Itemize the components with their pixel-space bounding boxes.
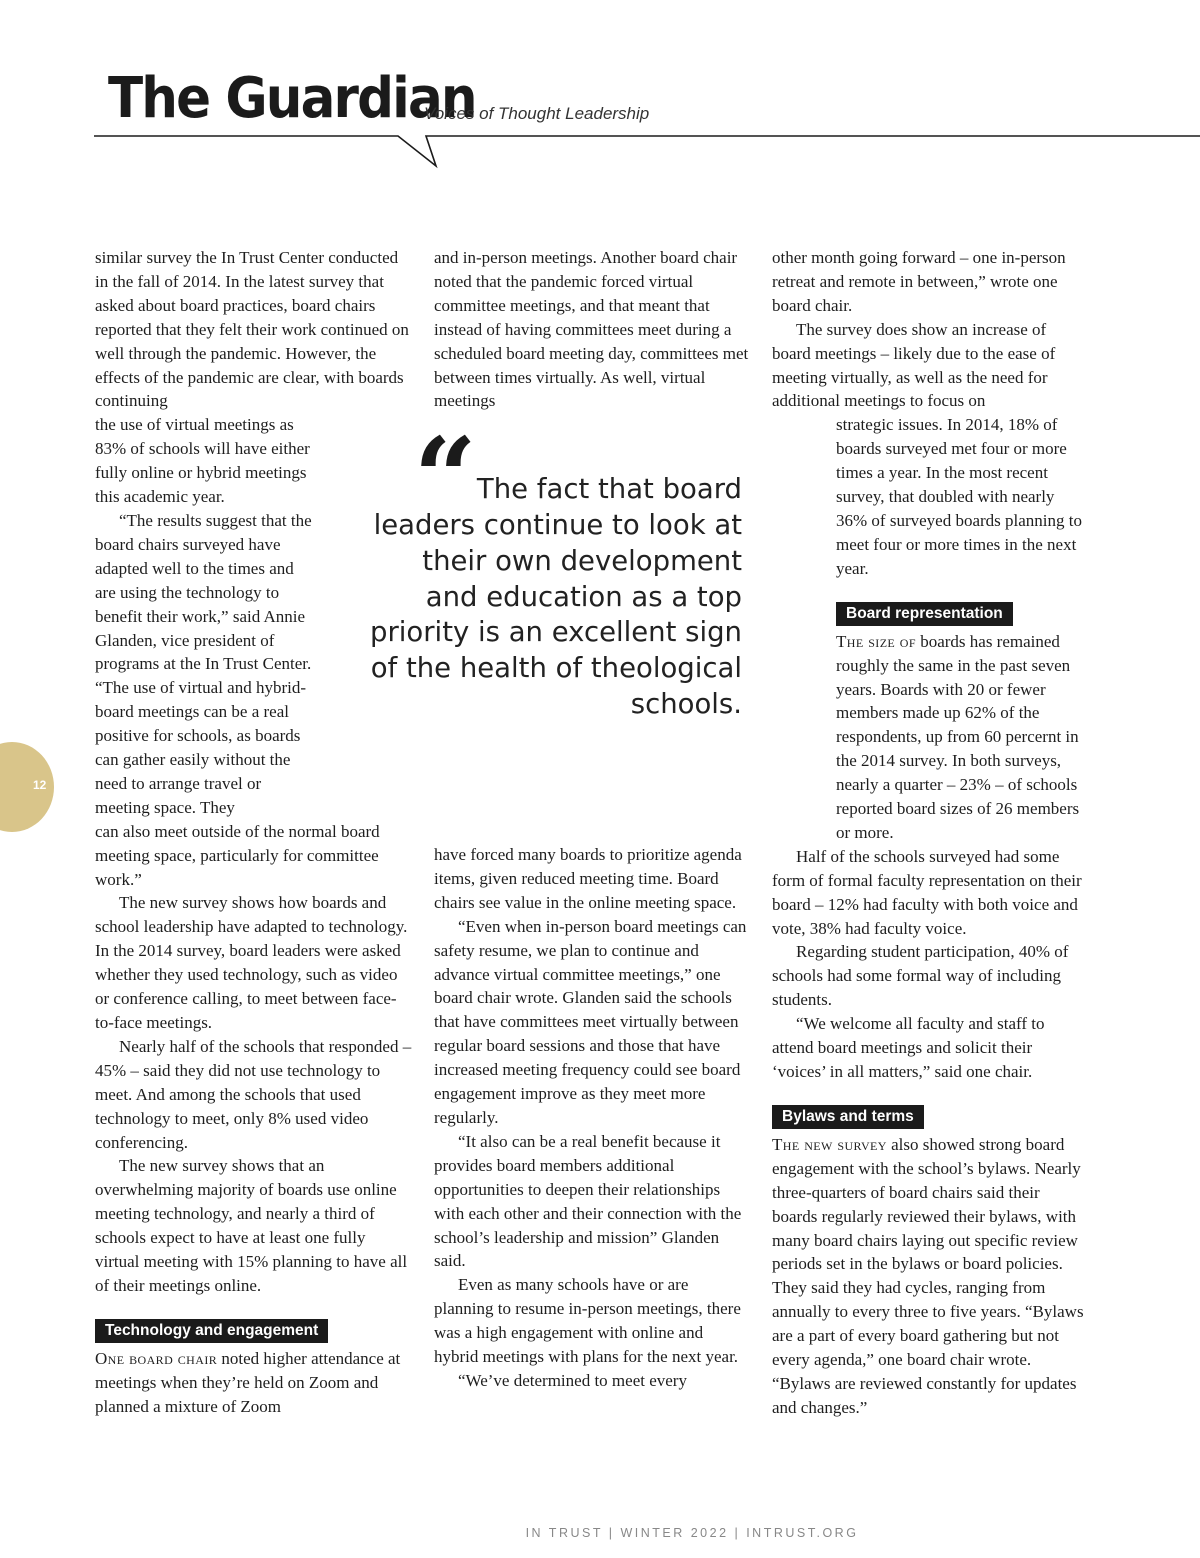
paragraph: “We welcome all faculty and staff to attend board meetings and solicit their ‘voices’ in all matters,” said one chair. [772,1014,1045,1081]
paragraph: Half of the schools surveyed had some form of formal faculty representation on their board – 12% had faculty with both voice and vote, 38% had faculty voice. [772,846,1082,938]
pull-quote-text: The fact that board leaders continue to look at their own development and education as a top priority is an excellent sign of the health of theological schools. [370,473,742,720]
paragraph: similar survey the In Trust Center conducted in the fall of 2014. In the latest survey that asked about board practices, board chairs reported that they felt their work continued on well through the pandemic. However, the effects of the pandemic are clear, with boards continuing [95,248,409,411]
section-heading: Bylaws and terms [772,1105,924,1129]
paragraph: strategic issues. In 2014, 18% of boards surveyed met four or more times a year. In the most recent survey, that doubled with nearly 36% of surveyed boards planning to meet four or more times in the next year. [836,415,1082,578]
lead-in: The new survey [772,1134,887,1154]
paragraph: Even as many schools have or are planning to resume in-person meetings, there was a high engagement with online and hybrid meetings with plans for the next year. [434,1275,741,1367]
paragraph: “We’ve determined to meet every [458,1370,687,1390]
paragraph: Nearly half of the schools that responded – 45% – said they did not use technology to meet. And among the schools that used technology to meet, only 8% used video conferencing. [95,1036,412,1152]
paragraph-text: boards has remained roughly the same in the past seven years. Boards with 20 or fewer members made up 62% of the respondents, up from 60 percernt in the 2014 survey. In both surveys, nearly a quarter – 23% – of schools reported board sizes of 26 members or more. [836,631,1080,842]
paragraph: have forced many boards to prioritize agenda items, given reduced meeting time. Board chairs see value in the online meeting space. [434,845,742,912]
column-3 [772,246,1088,1420]
paragraph [95,1347,413,1419]
lead-in: One board chair [95,1348,218,1368]
paragraph [772,1133,1088,1420]
masthead: The Guardian [108,66,476,131]
page-number: 12 [33,778,47,792]
footer [0,1526,1200,1540]
paragraph: The new survey shows that an overwhelming majority of boards use online meeting technology, and nearly a third of schools expect to have at least one fully virtual meeting with 15% planning to have all of their meetings online. [95,1156,408,1295]
footer-text: IN TRUST | WINTER 2022 | INTRUST.ORG [525,1526,859,1540]
section-heading: Board representation [836,602,1013,626]
column-1 [95,246,413,1419]
quote-mark-icon: “ [413,413,477,542]
paragraph: can also meet outside of the normal board meeting space, particularly for committee work.” [95,821,380,889]
paragraph: “Even when in-person board meetings can safety resume, we plan to continue and advance virtual committee meetings,” one board chair wrote. Glanden said the schools that have committees meet virtually between regular board sessions and those that have increased meeting frequency could see board engagement improve as they meet more regularly. [434,916,747,1127]
paragraph: “It also can be a real benefit because it provides board members additional opportunities to deepen their relationships with each other and their connection with the school’s leadership and mission” Glanden said. [434,1131,742,1271]
paragraph-text: noted higher attendance at meetings when they’re held on Zoom and planned a mixture of Zoom [95,1348,401,1416]
paragraph: The new survey shows how boards and school leadership have adapted to technology. In the 2014 survey, board leaders were asked whether they used technology, such as video or conference calling, to meet between face-to-face meetings. [95,893,408,1032]
paragraph [836,630,1088,845]
tagline: Voices of Thought Leadership [424,104,650,123]
section-heading: Technology and engagement [95,1319,328,1343]
paragraph: Regarding student participation, 40% of schools had some formal way of including students. [772,942,1069,1010]
column-2-continued [434,843,750,1393]
paragraph: and in-person meetings. Another board chair noted that the pandemic forced virtual committee meetings, and that meant that instead of having committees meet during a scheduled board meeting day, committees met between times virtually. As well, virtual meetings [434,248,749,411]
paragraph: other month going forward – one in-person retreat and remote in between,” wrote one board chair. [772,248,1066,315]
lead-in: The size of [836,631,916,651]
paragraph: the use of virtual meetings as 83% of schools will have either fully online or hybrid meetings this academic year. [95,415,310,507]
paragraph-text: also showed strong board engagement with the school’s bylaws. Nearly three-quarters of board chairs said their boards regularly reviewed their bylaws, with many board chairs laying out specific review periods set in the bylaws or board policies. They said they had cycles, ranging from annually to every three to five years. “Bylaws are a part of every board gathering but not every agenda,” one board chair wrote. “Bylaws are reviewed constantly for updates and changes.” [772,1134,1084,1417]
paragraph: The survey does show an increase of board meetings – likely due to the ease of meeting virtually, as well as the need for additional meetings to focus on [772,319,1056,411]
column-2 [434,246,750,413]
header-rule [0,0,1200,175]
pull-quote [370,413,742,723]
paragraph: “The results suggest that the board chairs surveyed have adapted well to the times and are using the technology to benefit their work,” said Annie Glanden, vice president of programs at the In Trust Center. “The use of virtual and hybrid-board meetings can be a real positive for schools, as boards can gather easily without the need to arrange travel or meeting space. They [95,510,312,817]
